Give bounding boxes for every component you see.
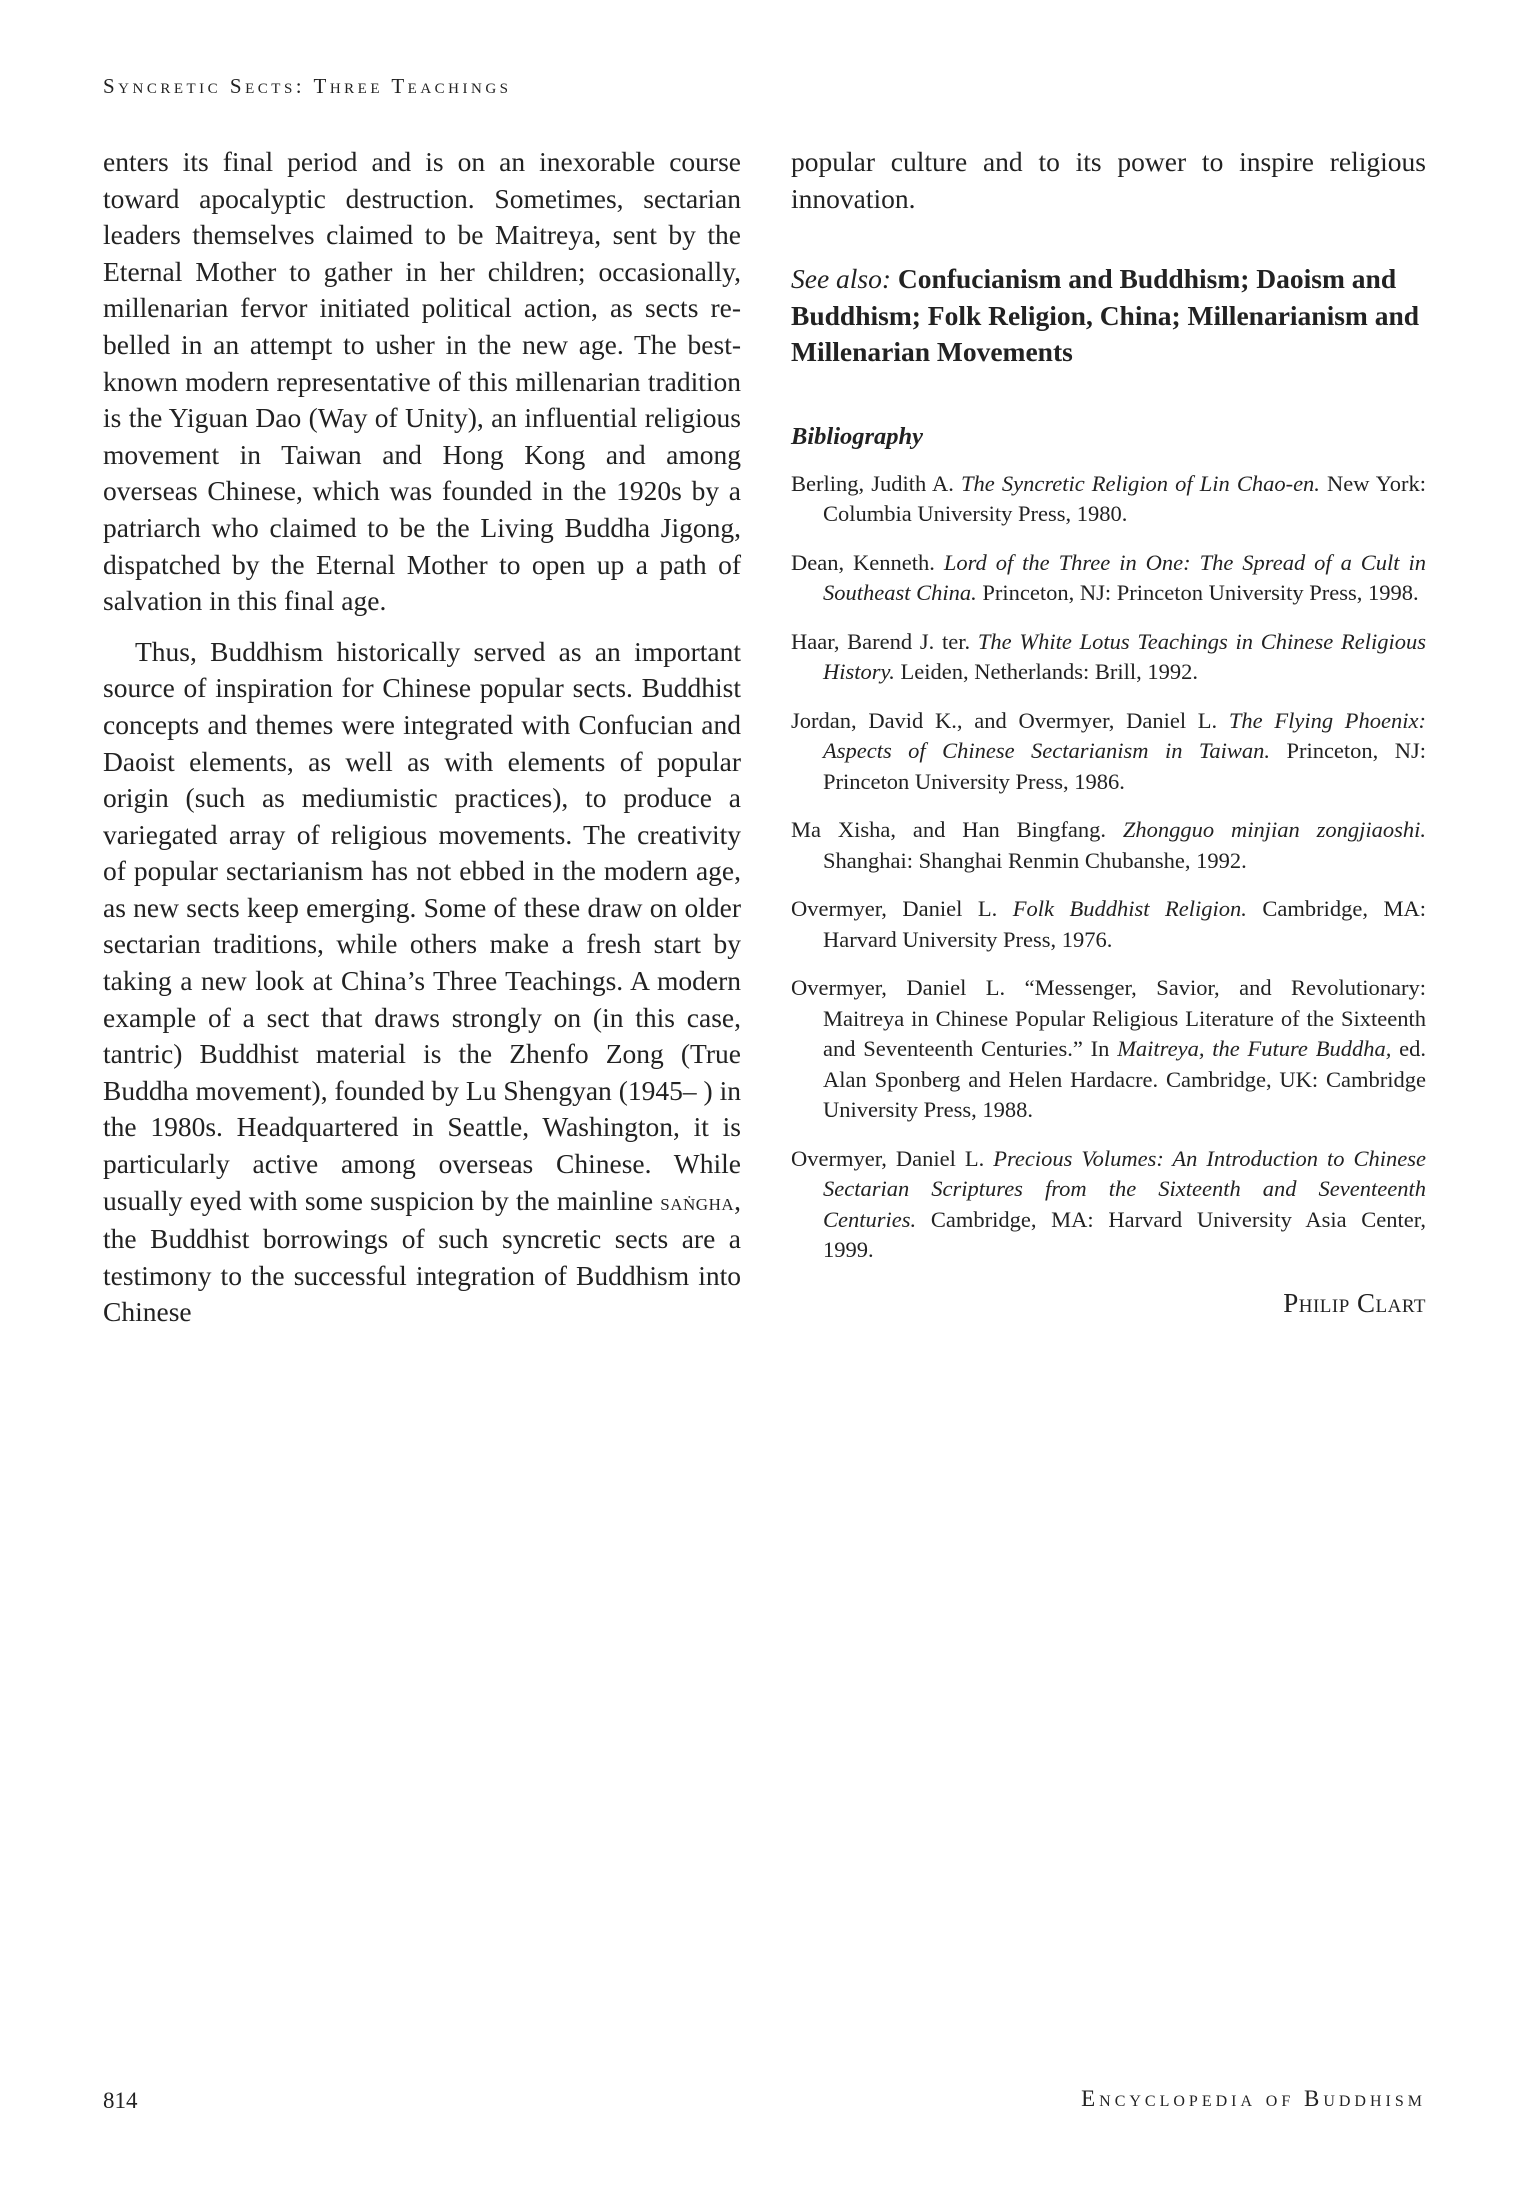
bib-author: Overmyer, Daniel L. bbox=[791, 896, 1013, 922]
body-paragraph bbox=[103, 634, 741, 1331]
bibliography-entry bbox=[791, 548, 1426, 609]
bib-publisher: New York: Columbia University Press, 1980. bbox=[823, 470, 1426, 527]
running-head: Syncretic Sects: Three Teachings bbox=[103, 74, 512, 98]
bib-title: Folk Buddhist Religion. bbox=[1012, 896, 1247, 922]
cross-reference-link[interactable]: saṅgha bbox=[660, 1189, 735, 1216]
bibliography-entry bbox=[791, 815, 1426, 876]
page-number: 814 bbox=[103, 2088, 138, 2113]
bib-publisher: Princeton, NJ: Princeton University Press, 1998. bbox=[976, 580, 1419, 606]
right-column bbox=[791, 144, 1426, 1319]
bibliography-entry bbox=[791, 973, 1426, 1126]
bib-title: Maitreya, the Future Buddha, bbox=[1117, 1036, 1392, 1062]
bib-title: Zhongguo minjian zongjiaoshi. bbox=[1122, 817, 1426, 843]
running-foot: Encyclopedia of Buddhism bbox=[1081, 2086, 1426, 2111]
bib-publisher: Cambridge, MA: Harvard University Press, 1976. bbox=[823, 896, 1427, 952]
bib-author: Dean, Kenneth. bbox=[791, 549, 944, 575]
bib-title: The Flying Phoenix: Aspects of Chinese Sectarianism in Taiwan. bbox=[823, 707, 1426, 764]
bib-author: Berling, Judith A. bbox=[791, 470, 962, 496]
bib-publisher: Princeton, NJ: Princeton University Press, 1986. bbox=[823, 738, 1426, 794]
author-signature: Philip Clart bbox=[1283, 1287, 1426, 1318]
bibliography-entry bbox=[791, 469, 1426, 530]
body-paragraph-continuation: popular culture and to its power to inspire religious innovation. bbox=[791, 146, 1426, 214]
bib-author: Jordan, David K., and Overmyer, Daniel L. bbox=[791, 707, 1229, 733]
bib-publisher: Leiden, Netherlands: Brill, 1992. bbox=[894, 659, 1198, 685]
see-also-topics[interactable]: Confucianism and Buddhism; Daoism and Buddhism; Folk Religion, China; Millenarianism and Millenarian Movements bbox=[791, 263, 1420, 368]
bib-author: Haar, Barend J. ter. bbox=[791, 628, 978, 654]
bib-title: The White Lotus Teachings in Chinese Religious History. bbox=[823, 628, 1426, 685]
bibliography-entry bbox=[791, 627, 1426, 688]
bib-title: Lord of the Three in One: The Spread of a Cult in Southeast China. bbox=[823, 549, 1426, 606]
bib-author: Ma Xisha, and Han Bingfang. bbox=[791, 817, 1123, 843]
bib-title: Precious Volumes: An Introduction to Chinese Sectarian Scriptures from the Sixteenth and Seventeenth Centuries. bbox=[823, 1145, 1426, 1232]
bib-publisher: ed. Alan Sponberg and Helen Hardacre. Cambridge, UK: Cambridge University Press, 1988. bbox=[823, 1036, 1426, 1123]
bibliography-entry bbox=[791, 1144, 1426, 1266]
bibliography-heading: Bibliography bbox=[791, 422, 924, 450]
bib-publisher: Shanghai: Shanghai Renmin Chubanshe, 1992. bbox=[823, 847, 1247, 873]
bib-author: Overmyer, Daniel L. bbox=[791, 1145, 994, 1171]
body-text-segment: Thus, Buddhism historically served as an important source of inspiration for Chinese popular sects. Buddhist concepts and themes were integrated with Confucian and Daoist elements, as well as with elements of popular origin (such as mediumistic practices), to produce a variegated array of religious movements. The creativity of popular sectarianism has not ebbed in the modern age, as new sects keep emerging. Some of these draw on older sectarian traditions, while others make a fresh start by taking a new look at China’s Three Teachings. A modern example of a sect that draws strongly on (in this case, tantric) Buddhist material is the Zhenfo Zong (True Buddha movement), founded by Lu Shengyan (1945– ) in the 1980s. Headquartered in Seattle, Washington, it is particularly active among overseas Chinese. While usually eyed with some suspicion by the mainline bbox=[103, 635, 741, 1216]
body-text-segment: , the Buddhist borrowings of such syncretic sects are a testimony to the successful integration of Buddhism into Chinese bbox=[103, 1184, 741, 1328]
bib-publisher: Cambridge, MA: Harvard University Asia Center, 1999. bbox=[823, 1206, 1426, 1263]
left-column bbox=[103, 144, 741, 1331]
body-paragraph: enters its final period and is on an inexorable course toward apocalyptic destruction. Sometimes, sectarian leaders themselves claimed to be Maitreya, sent by the Eternal Mother to gather in her children; occasionally, millenarian fervor initiated political action, as sects rebelled in an attempt to usher in the new age. The best-known modern representative of this millenarian tradition is the Yiguan Dao (Way of Unity), an influential religious movement in Taiwan and Hong Kong and among overseas Chinese, which was founded in the 1920s by a patriarch who claimed to be the Living Buddha Jigong, dispatched by the Eternal Mother to open up a path of salvation in this final age. bbox=[103, 146, 741, 617]
bibliography-entry bbox=[791, 894, 1426, 955]
see-also-label: See also: bbox=[791, 263, 892, 295]
bibliography-entry bbox=[791, 706, 1426, 798]
bib-title: The Syncretic Religion of Lin Chao-en. bbox=[961, 470, 1320, 496]
see-also bbox=[791, 261, 1426, 371]
bibliography-list bbox=[791, 469, 1426, 1266]
bib-author: Overmyer, Daniel L. “Messenger, Savior, and Revolutionary: Maitreya in Chinese Popular Religious Literature of the Sixteenth and Seventeenth Centuries.” In bbox=[791, 975, 1426, 1062]
